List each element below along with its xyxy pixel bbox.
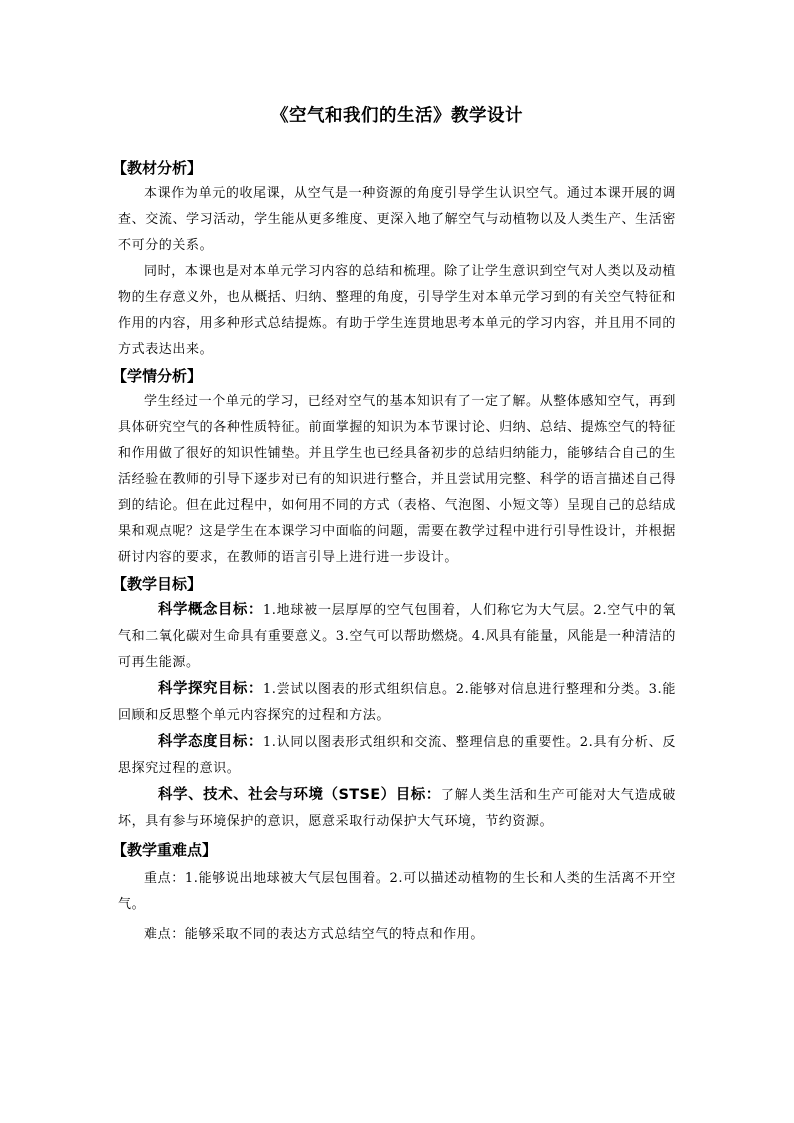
- goal-label: 科学概念目标：: [158, 602, 263, 618]
- goal-text: 1.地球被一层厚厚的空气包围着，人们称它为大气层。2.空气中的氧气和二氧化碳对生命具有重要意义。3.空气可以帮助燃烧。4.风具有能量，风能是一种清洁的可再生能源。: [118, 603, 676, 670]
- goal-text: 1.尝试以图表的形式组织信息。2.能够对信息进行整理和分类。3.能回顾和反思整个单元内容探究的过程和方法。: [118, 682, 676, 723]
- section-material: [112, 155, 676, 363]
- goal-label: 科学探究目标：: [158, 681, 263, 697]
- goal-item: [118, 729, 676, 782]
- goal-text: 1.认同以图表形式组织和交流、整理信息的重要性。2.具有分析、反思探究过程的意识。: [118, 735, 676, 776]
- document-title: 《空气和我们的生活》教学设计: [271, 106, 523, 126]
- goal-text: 了解人类生活和生产可能对大气造成破坏，具有参与环境保护的意识，愿意采取行动保护大气环境，节约资源。: [118, 788, 676, 829]
- section-heading: 【教材分析】: [112, 159, 203, 177]
- goal-label: 科学态度目标：: [158, 734, 263, 750]
- goal-item: [118, 782, 676, 835]
- goal-item: [118, 597, 676, 676]
- paragraph: 重点：1.能够说出地球被大气层包围着。2.可以描述动植物的生长和人类的生活离不开空气。: [118, 871, 676, 912]
- section-goals: [112, 571, 676, 835]
- goal-label: 科学、技术、社会与环境（STSE）目标：: [158, 787, 441, 803]
- section-heading: 【教学重难点】: [112, 841, 218, 859]
- paragraph: 同时，本课也是对本单元学习内容的总结和梳理。除了让学生意识到空气对人类以及动植物的生存意义外，也从概括、归纳、整理的角度，引导学生对本单元学习到的有关空气特征和作用的内容，用多种形式总结提炼。有助于学生连贯地思考本单元的学习内容，并且用不同的方式表达出来。: [118, 264, 676, 357]
- section-keypoints: [112, 837, 676, 948]
- section-learners: [112, 363, 676, 571]
- paragraph: 本课作为单元的收尾课，从空气是一种资源的角度引导学生认识空气。通过本课开展的调查、交流、学习活动，学生能从更多维度、更深入地了解空气与动植物以及人类生产、生活密不可分的关系。: [118, 186, 676, 253]
- section-heading: 【教学目标】: [112, 575, 203, 593]
- section-heading: 【学情分析】: [112, 367, 203, 385]
- paragraph: 学生经过一个单元的学习，已经对空气的基本知识有了一定了解。从整体感知空气，再到具体研究空气的各种性质特征。前面掌握的知识为本节课讨论、归纳、总结、提炼空气的特征和作用做了很好的知识性铺垫。并且学生也已经具备初步的总结归纳能力，能够结合自己的生活经验在教师的引导下逐步对已有的知识进行整合，并且尝试用完整、科学的语言描述自己得到的结论。但在此过程中，如何用不同的方式（表格、气泡图、小短文等）呈现自己的总结成果和观点呢？这是学生在本课学习中面临的问题，需要在教学过程中进行引导性设计，并根据研讨内容的要求，在教师的语言引导上进行进一步设计。: [118, 394, 676, 565]
- paragraph: 难点：能够采取不同的表达方式总结空气的特点和作用。: [144, 927, 485, 942]
- goal-item: [118, 676, 676, 729]
